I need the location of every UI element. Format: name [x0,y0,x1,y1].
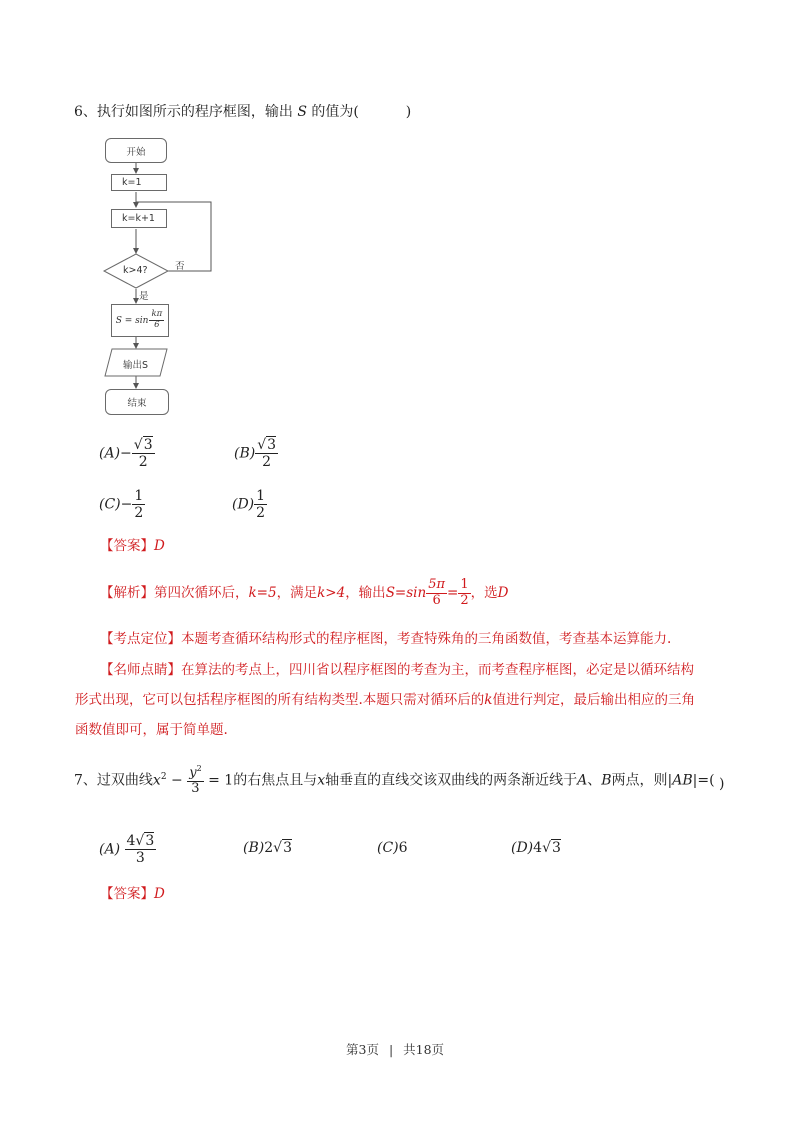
q6-option-a: (A)− $\frac{√3}{2}$ [99,437,153,471]
q6-kaodian: 【考点定位】本题考查循环结构形式的程序框图，考查特殊角的三角函数值，考查基本运算能力. [100,631,672,647]
q6-answer: 【答案】D [100,538,165,554]
q6-option-d: (D) $\frac{1}{2}$ [232,488,266,522]
q7-answer: 【答案】D [100,886,165,902]
q7-option-d: (D)4√3 [511,840,561,856]
flowchart-start: 开始 [105,138,167,163]
flowchart-end: 结束 [105,389,169,415]
q7-option-a: (A) $\frac{4√3}{3}$ [99,833,155,867]
q7-option-b: (B)2√3 [243,840,292,856]
flowchart-no-label: 否 [175,261,185,272]
flowchart [95,132,255,422]
q7-paren-close: ) [719,776,725,792]
q6-analysis: 【解析】第四次循环后，k=5，满足k>4，输出S=sin $\frac{5\pi}{6}$ = $\frac{1}{2}$ ，选D [100,577,509,608]
flowchart-init: k=1 [111,174,167,191]
q6-paren-close-text: ) [405,104,412,120]
page-number: 第3页 [346,1042,379,1057]
q6-stem [74,101,411,121]
q6-number: 6、 [74,104,97,120]
flowchart-formula: S = sin $\frac{k\pi}{6}$ [111,304,169,337]
q6-mingshi: 【名师点睛】在算法的考点上，四川省以程序框图的考查为主，而考查程序框图，必定是以循环结构 形式出现，它可以包括程序框图的所有结构类型.本题只需对循环后的k值进行判定，最后输出相应的三角 函数值即可，属于简单题. [75,662,695,738]
flowchart-output-text: 输出S [123,360,149,371]
q7-stem: 7、过双曲线$x^2$ − $\frac{y^2}{3}$ = 1的右焦点且与x轴垂直的直线交该双曲线的两条渐近线于A、B两点，则|AB|=( [74,764,715,797]
flowchart-yes-label: 是 [139,291,149,302]
q6-option-b: (B) $\frac{√3}{2}$ [234,437,277,471]
q7-option-c: (C)6 [377,840,408,856]
q6-var: S [297,104,307,120]
q6-text-after: 的值为( [311,104,359,120]
q6-option-c: (C)− $\frac{1}{2}$ [99,488,144,522]
footer-separator: | [388,1042,394,1057]
q6-text-before: 执行如图所示的程序框图，输出 [96,104,293,120]
page-total: 共18页 [403,1042,445,1057]
flowchart-condition-text: k>4? [123,265,148,276]
flowchart-increment: k=k+1 [111,209,167,228]
page-footer [346,1040,444,1058]
